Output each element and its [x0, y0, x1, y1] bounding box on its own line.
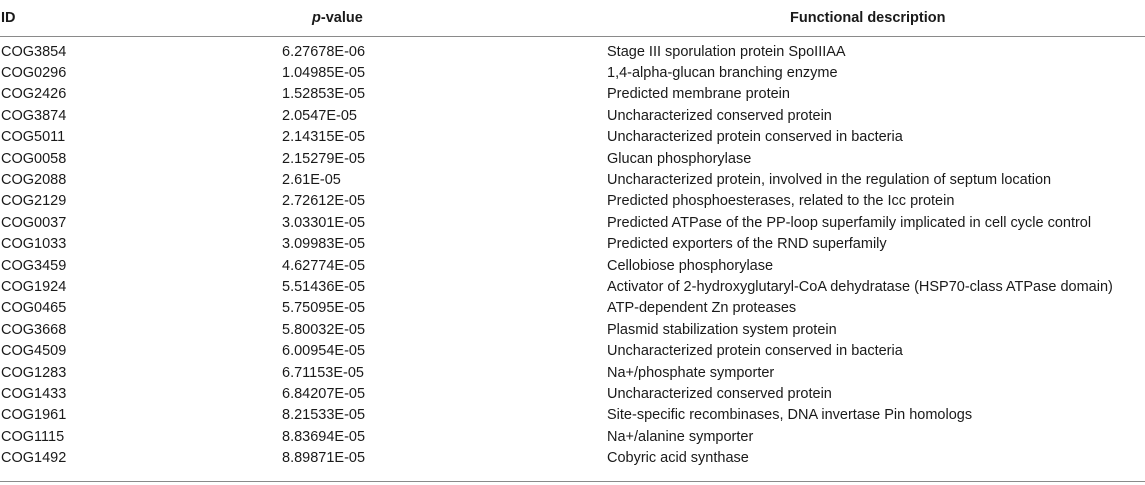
cog-id-cell: COG2426 — [1, 86, 67, 103]
cog-id-cell: COG5011 — [1, 129, 66, 146]
cog-id-cell: COG3459 — [1, 257, 67, 274]
table-row — [0, 191, 1145, 212]
cog-id-cell: COG3874 — [1, 107, 67, 124]
p-value-cell: 2.0547E-05 — [282, 107, 357, 124]
p-value-cell: 4.62774E-05 — [282, 257, 366, 274]
header-p-value — [280, 0, 606, 37]
p-value-cell: 2.14315E-05 — [282, 129, 366, 146]
cog-id-cell: COG3854 — [1, 43, 67, 60]
functional-description-cell: Uncharacterized conserved protein — [607, 385, 832, 402]
table-row — [0, 447, 1145, 468]
cog-id-cell: COG1492 — [1, 450, 67, 467]
cog-id-cell: COG1433 — [1, 385, 67, 402]
p-value-cell: 8.89871E-05 — [282, 450, 366, 467]
table-row — [0, 234, 1145, 255]
functional-description-cell: Uncharacterized protein conserved in bacteria — [607, 343, 903, 360]
functional-description-cell: Predicted exporters of the RND superfamily — [607, 236, 887, 253]
functional-description-cell: ATP-dependent Zn proteases — [607, 300, 797, 317]
functional-description-cell: Cobyric acid synthase — [607, 450, 749, 467]
p-value-cell: 2.72612E-05 — [282, 193, 366, 210]
functional-description-cell: Uncharacterized protein, involved in the regulation of septum location — [607, 172, 1052, 189]
p-value-cell: 5.80032E-05 — [282, 321, 366, 338]
table-row — [0, 105, 1145, 126]
table-bottom-rule — [0, 481, 1145, 482]
p-value-cell: 5.75095E-05 — [282, 300, 366, 317]
table-row — [0, 319, 1145, 340]
table-row — [0, 383, 1145, 404]
functional-description-cell: 1,4-alpha-glucan branching enzyme — [607, 65, 838, 82]
table-row — [0, 255, 1145, 276]
header-p-italic: p — [312, 10, 321, 26]
cog-id-cell: COG0465 — [1, 300, 67, 317]
p-value-cell: 8.83694E-05 — [282, 428, 366, 445]
functional-description-cell: Na+/phosphate symporter — [607, 364, 775, 381]
table-row — [0, 426, 1145, 447]
table-row — [0, 405, 1145, 426]
table-row — [0, 37, 1145, 63]
p-value-cell: 2.61E-05 — [282, 172, 341, 189]
table-row — [0, 212, 1145, 233]
p-value-cell: 2.15279E-05 — [282, 150, 366, 167]
cog-id-cell: COG1033 — [1, 236, 67, 253]
p-value-cell: 5.51436E-05 — [282, 278, 366, 295]
cog-id-cell: COG2088 — [1, 172, 67, 189]
table-row — [0, 362, 1145, 383]
cog-id-cell: COG4509 — [1, 343, 67, 360]
functional-description-cell: Uncharacterized protein conserved in bacteria — [607, 129, 903, 146]
cog-id-cell: COG1924 — [1, 278, 67, 295]
functional-description-cell: Uncharacterized conserved protein — [607, 107, 832, 124]
p-value-cell: 8.21533E-05 — [282, 407, 366, 424]
p-value-cell: 6.00954E-05 — [282, 343, 366, 360]
functional-description-cell: Predicted membrane protein — [607, 86, 790, 103]
cog-id-cell: COG2129 — [1, 193, 67, 210]
p-value-cell: 6.84207E-05 — [282, 385, 366, 402]
table-row — [0, 169, 1145, 190]
table-row — [0, 298, 1145, 319]
table-row — [0, 148, 1145, 169]
header-p-rest: -value — [320, 10, 363, 26]
cog-id-cell: COG1115 — [1, 428, 65, 445]
p-value-cell: 1.52853E-05 — [282, 86, 366, 103]
cog-id-cell: COG0296 — [1, 65, 67, 82]
functional-description-cell: Plasmid stabilization system protein — [607, 321, 837, 338]
functional-description-cell: Cellobiose phosphorylase — [607, 257, 774, 274]
cog-id-cell: COG1283 — [1, 364, 67, 381]
p-value-cell: 3.09983E-05 — [282, 236, 366, 253]
header-id: ID — [0, 0, 280, 37]
table-row — [0, 276, 1145, 297]
table-row — [0, 62, 1145, 83]
functional-description-cell: Stage III sporulation protein SpoIIIAA — [607, 43, 846, 60]
table-body — [0, 37, 1145, 469]
cog-id-cell: COG0037 — [1, 214, 67, 231]
cog-id-cell: COG3668 — [1, 321, 67, 338]
p-value-cell: 6.27678E-06 — [282, 43, 366, 60]
functional-description-cell: Na+/alanine symporter — [607, 428, 754, 445]
table-row — [0, 127, 1145, 148]
table-row — [0, 84, 1145, 105]
p-value-cell: 1.04985E-05 — [282, 65, 366, 82]
header-row — [0, 0, 1145, 37]
header-functional-description: Functional description — [606, 0, 1145, 37]
p-value-cell: 6.71153E-05 — [282, 364, 364, 381]
cog-id-cell: COG1961 — [1, 407, 67, 424]
p-value-cell: 3.03301E-05 — [282, 214, 366, 231]
functional-description-cell: Predicted ATPase of the PP-loop superfamily implicated in cell cycle control — [607, 214, 1092, 231]
table-row — [0, 340, 1145, 361]
functional-description-cell: Glucan phosphorylase — [607, 150, 752, 167]
functional-description-cell: Predicted phosphoesterases, related to the Icc protein — [607, 193, 955, 210]
functional-description-cell: Site-specific recombinases, DNA invertase Pin homologs — [607, 407, 973, 424]
table-header — [0, 0, 1145, 37]
functional-description-cell: Activator of 2-hydroxyglutaryl-CoA dehydratase (HSP70-class ATPase domain) — [607, 278, 1113, 295]
cog-id-cell: COG0058 — [1, 150, 67, 167]
